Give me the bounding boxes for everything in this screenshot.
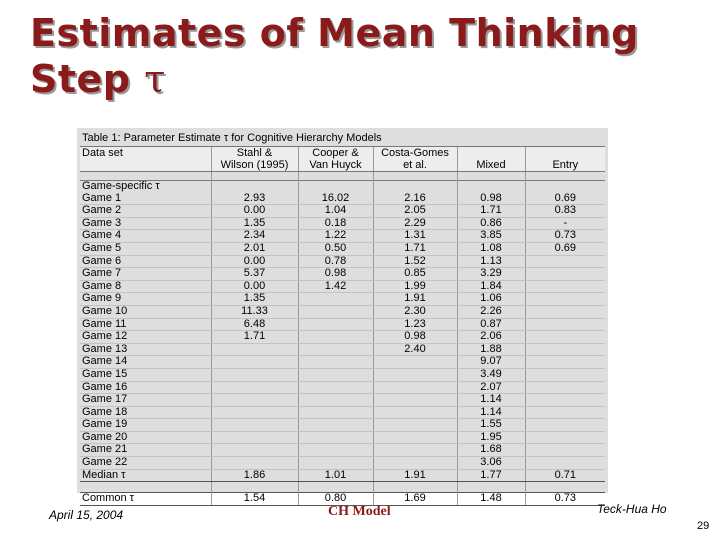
table-cell <box>211 368 298 381</box>
table-cell <box>298 356 373 369</box>
table-cell: 3.49 <box>457 368 525 381</box>
table-cell: 2.16 <box>373 193 457 205</box>
table-cell <box>373 394 457 407</box>
table-cell: 0.85 <box>373 268 457 281</box>
table-cell <box>298 343 373 356</box>
table-cell: 2.34 <box>211 230 298 243</box>
table-cell: 1.08 <box>457 242 525 255</box>
table-cell <box>525 280 605 293</box>
table-cell: 2.05 <box>373 205 457 218</box>
row-label: Game 17 <box>80 394 211 407</box>
table-cell <box>211 457 298 470</box>
row-label: Game 16 <box>80 381 211 394</box>
table-cell: 6.48 <box>211 318 298 331</box>
table-cell: 1.84 <box>457 280 525 293</box>
section-label: Game-specific τ <box>80 181 211 193</box>
table-cell <box>525 444 605 457</box>
table-row <box>80 255 605 268</box>
table-cell <box>525 457 605 470</box>
table-header-row-1 <box>80 147 605 160</box>
row-label: Game 22 <box>80 457 211 470</box>
table-cell: 2.93 <box>211 193 298 205</box>
table-row <box>80 293 605 306</box>
table-cell <box>525 293 605 306</box>
table-cell: 2.06 <box>457 331 525 344</box>
table-cell <box>525 368 605 381</box>
tau-symbol: τ <box>144 57 166 101</box>
table-cell: 1.69 <box>373 493 457 506</box>
row-label: Game 19 <box>80 419 211 432</box>
table-cell <box>373 444 457 457</box>
row-label: Game 20 <box>80 431 211 444</box>
table-row <box>80 406 605 419</box>
table-cell: 0.78 <box>298 255 373 268</box>
table-cell <box>525 331 605 344</box>
table-row <box>80 419 605 432</box>
row-label: Game 10 <box>80 305 211 318</box>
table-cell <box>525 318 605 331</box>
table-cell <box>373 356 457 369</box>
row-label: Common τ <box>80 493 211 506</box>
row-label: Game 11 <box>80 318 211 331</box>
table-cell: 0.71 <box>525 469 605 482</box>
table-cell <box>525 406 605 419</box>
table-cell <box>373 381 457 394</box>
table-cell: 1.23 <box>373 318 457 331</box>
row-label: Game 14 <box>80 356 211 369</box>
table-cell: 0.83 <box>525 205 605 218</box>
table-cell <box>525 381 605 394</box>
table-cell: 1.71 <box>211 331 298 344</box>
title-line-2 <box>30 56 690 102</box>
table-cell <box>525 394 605 407</box>
header-cell: Entry <box>525 159 605 172</box>
table-cell <box>298 293 373 306</box>
table-cell <box>298 444 373 457</box>
table-cell <box>298 457 373 470</box>
table-cell <box>525 305 605 318</box>
header-cell <box>80 159 211 172</box>
table-cell <box>211 444 298 457</box>
table-cell: 1.35 <box>211 217 298 230</box>
table-cell <box>373 406 457 419</box>
table-row <box>80 394 605 407</box>
table-cell: 1.14 <box>457 406 525 419</box>
table-cell: 2.26 <box>457 305 525 318</box>
table-cell <box>525 255 605 268</box>
row-label: Game 4 <box>80 230 211 243</box>
table-cell <box>298 368 373 381</box>
table-cell <box>373 419 457 432</box>
table-cell <box>298 419 373 432</box>
table-row <box>80 268 605 281</box>
footer-author: Teck-Hua Ho <box>597 502 667 516</box>
table-cell: 0.98 <box>298 268 373 281</box>
table-cell: 2.01 <box>211 242 298 255</box>
title-step-text: Step <box>30 57 131 101</box>
page-number: 29 <box>697 520 710 532</box>
slide-title <box>30 10 690 102</box>
table-row <box>80 230 605 243</box>
table-cell: 2.40 <box>373 343 457 356</box>
table-cell: 5.37 <box>211 268 298 281</box>
table-cell: 1.95 <box>457 431 525 444</box>
table-cell: 1.91 <box>373 293 457 306</box>
table-cell: 0.50 <box>298 242 373 255</box>
row-label: Game 9 <box>80 293 211 306</box>
table-cell <box>211 419 298 432</box>
row-label: Median τ <box>80 469 211 482</box>
table-cell <box>298 331 373 344</box>
table-row <box>80 356 605 369</box>
row-label: Game 1 <box>80 193 211 205</box>
table-cell <box>525 356 605 369</box>
table-row <box>80 444 605 457</box>
header-cell: et al. <box>373 159 457 172</box>
table-cell: 0.73 <box>525 230 605 243</box>
table-row <box>80 193 605 205</box>
row-label: Game 6 <box>80 255 211 268</box>
header-cell: Costa-Gomes <box>373 147 457 160</box>
table-cell: 0.86 <box>457 217 525 230</box>
table-row <box>80 217 605 230</box>
table-cell <box>525 419 605 432</box>
table-cell: 1.71 <box>373 242 457 255</box>
header-cell: Van Huyck <box>298 159 373 172</box>
row-label: Game 13 <box>80 343 211 356</box>
table-cell <box>298 431 373 444</box>
table-cell: 1.14 <box>457 394 525 407</box>
table-caption: Table 1: Parameter Estimate τ for Cognitive Hierarchy Models <box>82 132 382 144</box>
table-row <box>80 318 605 331</box>
table-cell <box>211 394 298 407</box>
table-cell <box>525 268 605 281</box>
row-label: Game 21 <box>80 444 211 457</box>
table-row <box>80 431 605 444</box>
table-cell: 0.98 <box>373 331 457 344</box>
table-row <box>80 343 605 356</box>
header-cell <box>457 147 525 160</box>
footer-title: CH Model <box>328 504 391 519</box>
table-row <box>80 280 605 293</box>
table-cell <box>525 343 605 356</box>
table-cell: 0.18 <box>298 217 373 230</box>
table-cell: 0.69 <box>525 242 605 255</box>
table-cell: 1.42 <box>298 280 373 293</box>
table-cell: 1.54 <box>211 493 298 506</box>
table-cell: 1.68 <box>457 444 525 457</box>
table-cell <box>298 381 373 394</box>
table-cell <box>373 368 457 381</box>
table-cell: 1.99 <box>373 280 457 293</box>
table-cell: 1.22 <box>298 230 373 243</box>
table-cell: 0.69 <box>525 193 605 205</box>
table-cell <box>373 457 457 470</box>
table-cell: 3.85 <box>457 230 525 243</box>
row-label: Game 18 <box>80 406 211 419</box>
table-cell: 1.86 <box>211 469 298 482</box>
header-cell <box>525 147 605 160</box>
table-cell: 9.07 <box>457 356 525 369</box>
table-header-row-2 <box>80 159 605 172</box>
table-cell: 0.87 <box>457 318 525 331</box>
table-cell: 0.00 <box>211 205 298 218</box>
table-cell <box>298 318 373 331</box>
table-cell: 1.01 <box>298 469 373 482</box>
table-cell: 11.33 <box>211 305 298 318</box>
row-label: Game 12 <box>80 331 211 344</box>
section-row <box>80 181 605 193</box>
row-label: Game 3 <box>80 217 211 230</box>
table-cell: 1.31 <box>373 230 457 243</box>
table-cell: 0.98 <box>457 193 525 205</box>
parameter-table <box>80 130 605 506</box>
table-cell: 1.48 <box>457 493 525 506</box>
table-row <box>80 205 605 218</box>
table-row <box>80 457 605 470</box>
table-cell: 1.13 <box>457 255 525 268</box>
table-cell <box>525 431 605 444</box>
table-cell <box>211 356 298 369</box>
table-cell <box>373 431 457 444</box>
table-cell: 2.30 <box>373 305 457 318</box>
table-cell: 1.06 <box>457 293 525 306</box>
header-cell: Mixed <box>457 159 525 172</box>
table-row <box>80 381 605 394</box>
table-cell: 1.77 <box>457 469 525 482</box>
median-row <box>80 469 605 482</box>
table-cell: 1.04 <box>298 205 373 218</box>
row-label: Game 2 <box>80 205 211 218</box>
table-cell <box>298 406 373 419</box>
table-cell: - <box>525 217 605 230</box>
table-row <box>80 242 605 255</box>
table-cell: 16.02 <box>298 193 373 205</box>
table-cell <box>298 394 373 407</box>
table-cell <box>211 406 298 419</box>
row-label: Game 15 <box>80 368 211 381</box>
table-cell: 1.91 <box>373 469 457 482</box>
table-row <box>80 331 605 344</box>
table-cell <box>298 305 373 318</box>
row-label: Game 7 <box>80 268 211 281</box>
table-row <box>80 368 605 381</box>
table-cell: 2.29 <box>373 217 457 230</box>
header-cell: Data set <box>80 147 211 160</box>
header-cell: Wilson (1995) <box>211 159 298 172</box>
header-cell: Cooper & <box>298 147 373 160</box>
table-cell: 1.55 <box>457 419 525 432</box>
table-cell: 1.52 <box>373 255 457 268</box>
row-label: Game 5 <box>80 242 211 255</box>
title-line-1: Estimates of Mean Thinking <box>30 11 639 55</box>
table-cell: 0.00 <box>211 255 298 268</box>
table-row <box>80 305 605 318</box>
table-cell <box>211 343 298 356</box>
table-cell: 1.88 <box>457 343 525 356</box>
table-cell: 1.35 <box>211 293 298 306</box>
header-cell: Stahl & <box>211 147 298 160</box>
table-cell <box>211 381 298 394</box>
table-cell: 0.80 <box>298 493 373 506</box>
table-cell: 2.07 <box>457 381 525 394</box>
table-cell <box>211 431 298 444</box>
table-cell: 0.73 <box>525 493 605 506</box>
table-cell: 3.06 <box>457 457 525 470</box>
footer-date: April 15, 2004 <box>49 508 124 522</box>
table-cell: 0.00 <box>211 280 298 293</box>
parameter-table-image <box>77 128 608 505</box>
row-label: Game 8 <box>80 280 211 293</box>
table-cell: 1.71 <box>457 205 525 218</box>
table-cell: 3.29 <box>457 268 525 281</box>
